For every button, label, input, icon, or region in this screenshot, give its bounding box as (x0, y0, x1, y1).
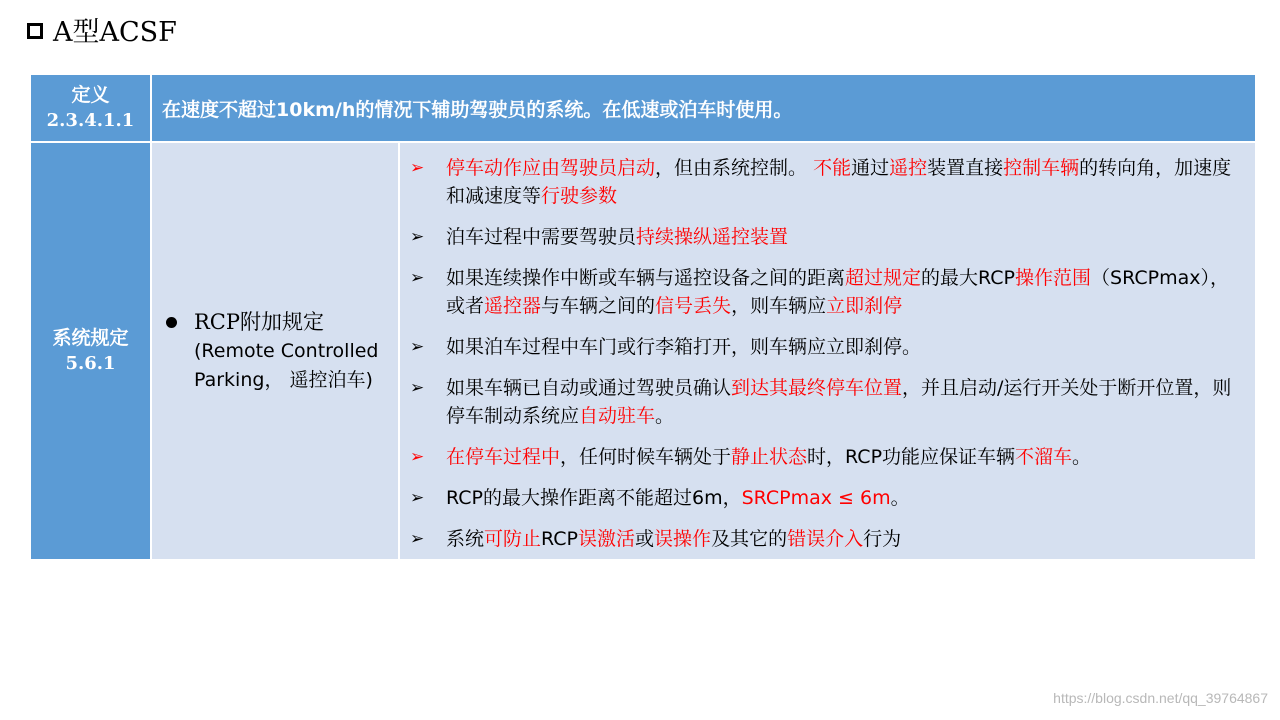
rule-item-5-text: 如果车辆已自动或通过驾驶员确认到达其最终停车位置，并且启动/运行开关处于断开位置，则停车制动系统应自动驻车。 (446, 376, 1232, 427)
definition-text: 在速度不超过10km/h的情况下辅助驾驶员的系统。在低速或泊车时使用。 (151, 74, 1256, 142)
slide-title-text: A型ACSF (53, 17, 177, 48)
rule-item-6 (410, 443, 1247, 471)
rule-item-3 (410, 264, 1247, 320)
system-rule-ref: 5.6.1 (65, 353, 116, 374)
rcp-heading-cell (151, 142, 399, 560)
arrow-bullet-icon: ➢ (410, 157, 425, 178)
definition-label: 定义 (71, 84, 110, 106)
arrow-bullet-icon: ➢ (410, 226, 425, 247)
rcp-bullet-sub (162, 337, 398, 395)
arrow-bullet-icon: ➢ (410, 336, 425, 357)
rule-item-7-text: RCP的最大操作距离不能超过6m，SRCPmax ≤ 6m。 (446, 486, 910, 509)
rule-item-5 (410, 374, 1247, 430)
rule-item-7 (410, 484, 1247, 512)
arrow-bullet-icon: ➢ (410, 377, 425, 398)
rule-item-1-text: 停车动作应由驾驶员启动，但由系统控制。 不能通过遥控装置直接控制车辆的转向角，加速度和减速度等行驶参数 (446, 156, 1232, 207)
rule-item-8 (410, 525, 1247, 553)
checkbox-square-icon (27, 23, 43, 39)
rule-item-4-text: 如果泊车过程中车门或行李箱打开，则车辆应立即刹停。 (446, 335, 922, 358)
rule-item-1 (410, 154, 1247, 210)
slide-title (27, 10, 177, 49)
definition-label-cell (30, 74, 151, 142)
rules-list-cell (399, 142, 1256, 560)
rule-item-6-text: 在停车过程中，任何时候车辆处于静止状态时，RCP功能应保证车辆不溜车。 (446, 445, 1092, 468)
rcp-bullet (162, 308, 398, 337)
system-rule-row (30, 142, 1256, 560)
definition-row (30, 74, 1256, 142)
regulation-table (29, 73, 1257, 561)
rule-item-2-text: 泊车过程中需要驾驶员持续操纵遥控装置 (446, 225, 789, 248)
rule-item-8-text: 系统可防止RCP误激活或误操作及其它的错误介入行为 (446, 527, 902, 550)
rcp-bullet-main: RCP附加规定 (194, 309, 325, 334)
arrow-bullet-icon: ➢ (410, 446, 425, 467)
bullet-dot-icon (166, 317, 177, 328)
rcp-bullet-sub-line1: (Remote Controlled (194, 339, 379, 362)
rule-item-3-text: 如果连续操作中断或车辆与遥控设备之间的距离超过规定的最大RCP操作范围（SRCPmax），或者遥控器与车辆之间的信号丢失，则车辆应立即刹停 (446, 266, 1229, 317)
rule-item-4 (410, 333, 1247, 361)
arrow-bullet-icon: ➢ (410, 487, 425, 508)
watermark-url: https://blog.csdn.net/qq_39764867 (1053, 690, 1268, 706)
rule-item-2 (410, 223, 1247, 251)
system-rule-label: 系统规定 (52, 327, 129, 349)
definition-ref: 2.3.4.1.1 (46, 110, 135, 131)
system-rule-label-cell (30, 142, 151, 560)
arrow-bullet-icon: ➢ (410, 267, 425, 288)
rcp-bullet-sub-line2: Parking， 遥控泊车) (194, 368, 373, 391)
arrow-bullet-icon: ➢ (410, 528, 425, 549)
